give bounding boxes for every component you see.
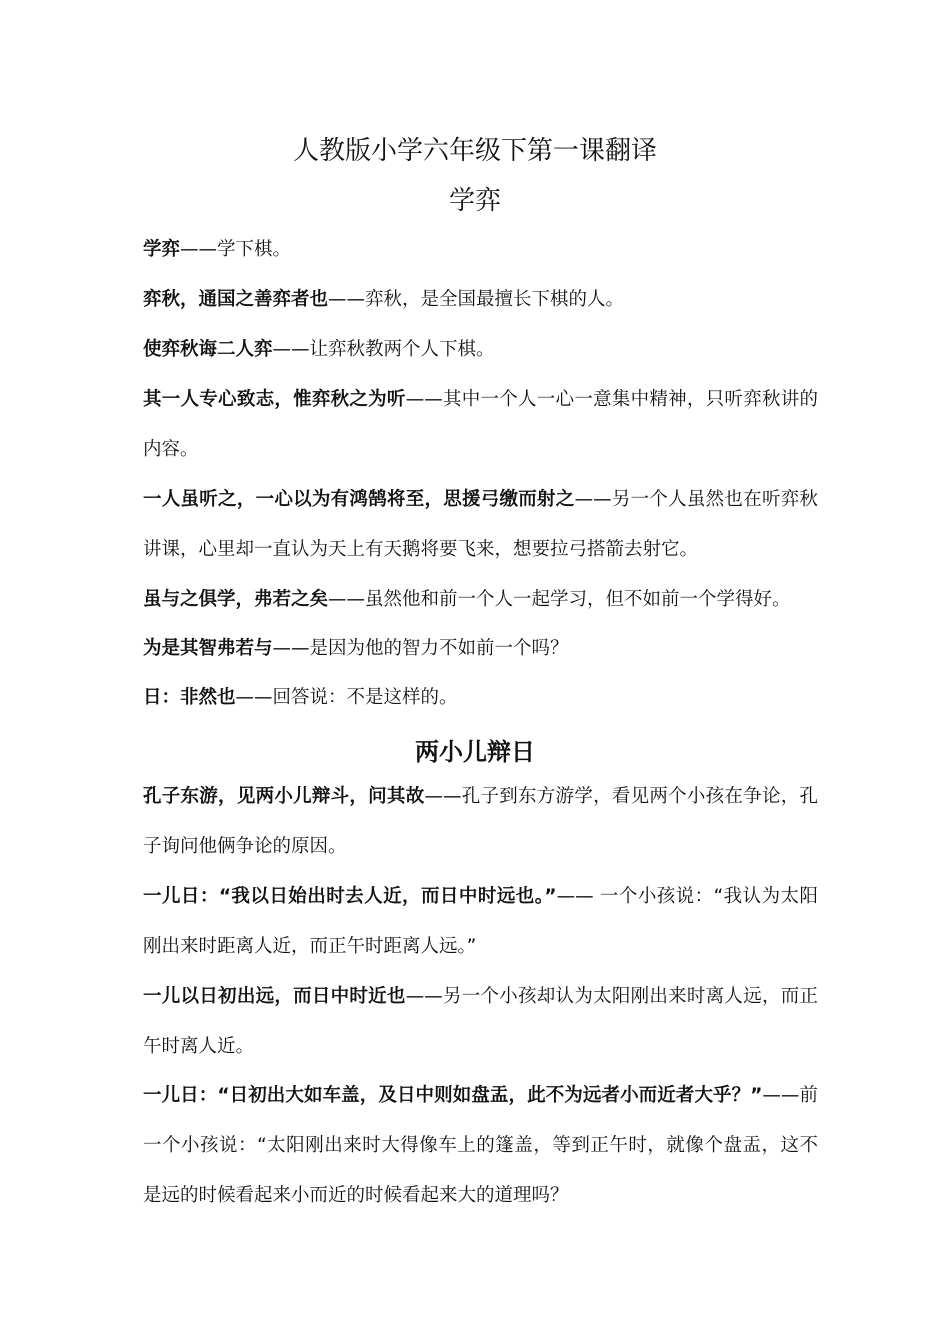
translation-text: ——让弈秋教两个人下棋。 <box>272 339 495 360</box>
original-text: 虽与之俱学，弗若之矣 <box>143 589 329 610</box>
document-title: 人教版小学六年级下第一课翻译 <box>292 136 657 166</box>
translation-text: ——另一个小孩却认为太阳刚出来时离人远，而正午时离人近。 <box>143 986 818 1057</box>
translation-entry <box>143 872 818 972</box>
section-title-liangxiaoer: 两小儿辩日 <box>415 738 535 766</box>
translation-text: ——孔子到东方游学，看见两个小孩在争论，孔子询问他俩争论的原因。 <box>143 786 818 857</box>
translation-text: ——另一个人虽然也在听弈秋讲课，心里却一直认为天上有天鹅将要飞来，想要拉弓搭箭去射它。 <box>143 489 818 560</box>
translation-text: ——是因为他的智力不如前一个吗？ <box>272 638 569 659</box>
original-text: 为是其智弗若与 <box>143 638 273 659</box>
translation-text: —— 一个小孩说：“我认为太阳刚出来时距离人近，而正午时距离人远。” <box>143 886 818 957</box>
translation-text: ——其中一个人一心一意集中精神，只听弈秋讲的内容。 <box>143 389 818 460</box>
translation-entry <box>143 673 818 723</box>
translation-entry <box>143 1071 818 1221</box>
translation-entry <box>143 475 818 575</box>
translation-text: ——学下棋。 <box>180 239 292 260</box>
translation-entry <box>143 575 818 625</box>
translation-entry <box>143 325 818 375</box>
original-text: 学弈 <box>143 239 181 260</box>
translation-entry <box>143 624 818 674</box>
translation-entry <box>143 275 818 325</box>
translation-entry <box>143 772 818 872</box>
original-text: 孔子东游，见两小儿辩斗，问其故 <box>143 786 425 807</box>
translation-text: ——弈秋，是全国最擅长下棋的人。 <box>328 289 625 310</box>
original-text: 一人虽听之，一心以为有鸿鹄将至，思援弓缴而射之 <box>143 489 575 510</box>
translation-text: ——回答说：不是这样的。 <box>235 687 458 708</box>
translation-entry <box>143 225 818 275</box>
original-text: 一儿日：“日初出大如车盖，及日中则如盘盂，此不为远者小而近者大乎？” <box>143 1085 763 1106</box>
original-text: 日：非然也 <box>143 687 236 708</box>
original-text: 使弈秋诲二人弈 <box>143 339 273 360</box>
original-text: 弈秋，通国之善弈者也 <box>143 289 329 310</box>
original-text: 一儿日：“我以日始出时去人近，而日中时远也。” <box>143 886 557 907</box>
translation-entry <box>143 972 818 1072</box>
section-title-xueyi: 学弈 <box>448 186 501 216</box>
translation-text: ——虽然他和前一个人一起学习，但不如前一个学得好。 <box>328 589 791 610</box>
original-text: 一儿以日初出远，而日中时近也 <box>143 986 406 1007</box>
translation-entry <box>143 375 818 475</box>
original-text: 其一人专心致志，惟弈秋之为听 <box>143 389 406 410</box>
translation-text: ——前一个小孩说：“太阳刚出来时大得像车上的篷盖，等到正午时，就像个盘盂，这不是远的时候看起来小而近的时候看起来大的道理吗？ <box>143 1085 818 1206</box>
